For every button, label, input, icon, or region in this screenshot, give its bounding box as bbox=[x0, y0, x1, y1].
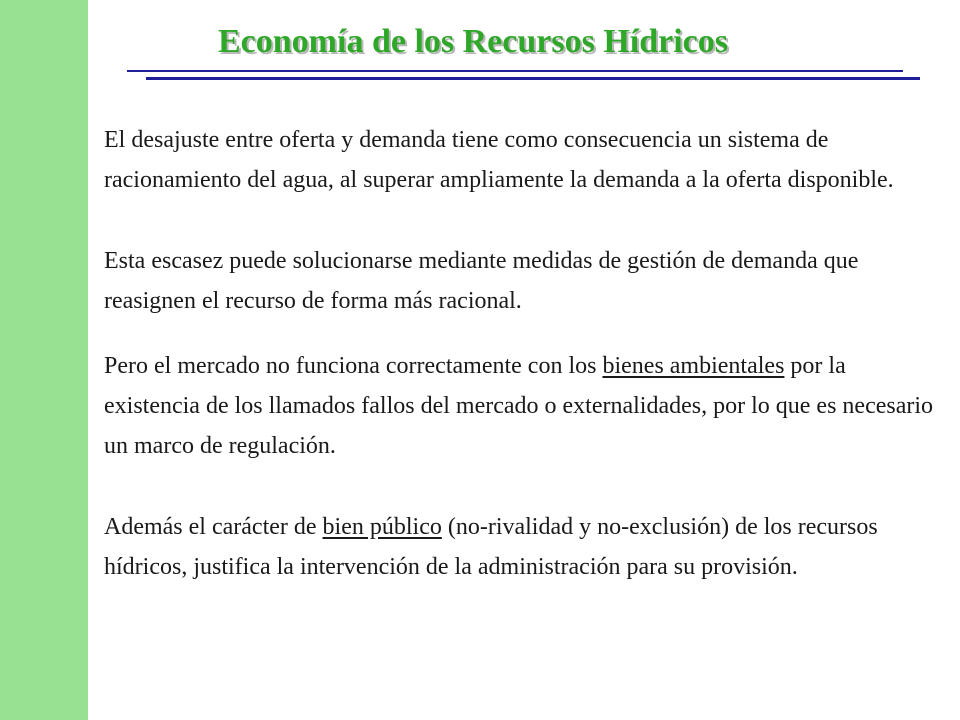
spacer bbox=[104, 321, 944, 346]
public-good-term: bien público bbox=[322, 514, 442, 540]
slide-title: Economía de los Recursos Hídricos bbox=[218, 23, 728, 60]
text-segment: Pero el mercado no funciona correctamente con los bbox=[104, 353, 603, 379]
paragraph-market-failure bbox=[104, 346, 944, 466]
text-segment: por la existencia de los llamados fallos del mercado o externalidades, por lo que es necesario un marco de regulación. bbox=[104, 353, 934, 459]
text-segment: (no-rivalidad y no-exclusión) de los recursos hídricos, justifica la intervención de la administración para su provisión. bbox=[104, 514, 878, 580]
paragraph-scarcity: Esta escasez puede solucionarse mediante medidas de gestión de demanda que reasignen el recurso de forma más racional. bbox=[104, 248, 859, 314]
spacer bbox=[104, 466, 944, 507]
text-segment: Además el carácter de bbox=[104, 514, 323, 540]
sidebar-accent bbox=[0, 0, 88, 720]
title-underline-bottom bbox=[146, 77, 920, 80]
slide-body bbox=[104, 120, 944, 587]
spacer bbox=[104, 200, 944, 241]
paragraph-mismatch: El desajuste entre oferta y demanda tiene como consecuencia un sistema de racionamiento del agua, al superar ampliamente la demanda a la oferta disponible. bbox=[104, 127, 894, 193]
paragraph-public-good bbox=[104, 507, 944, 587]
title-underline-top bbox=[127, 70, 903, 72]
environmental-goods-term: bienes ambientales bbox=[602, 353, 785, 379]
